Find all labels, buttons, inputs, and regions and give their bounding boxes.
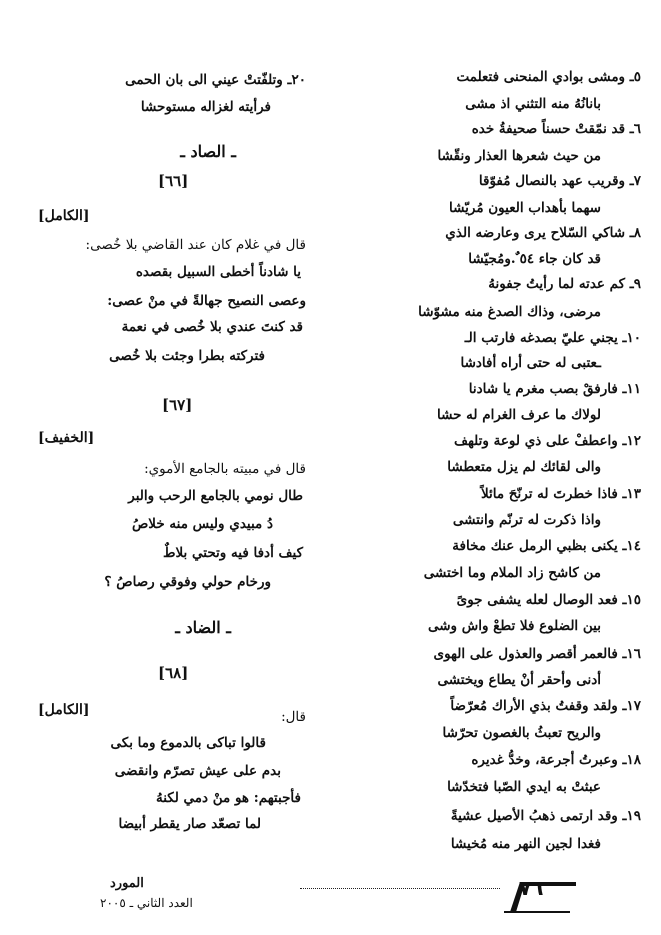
poem-meter: [الكامل]: [38, 702, 90, 718]
verse-line: والى لقائك لم يزل متعطشا: [447, 459, 601, 475]
verse-line: ـعتبى له حتى أراه أفادشا: [460, 355, 601, 371]
verse-line: فأجبتهم: هو منْ دمي لكنهُ: [155, 790, 301, 806]
poem-meter: [الكامل]: [38, 208, 90, 224]
verse-line: ١٢ـ واعطفْ على ذي لوعة وتلهف: [453, 433, 641, 449]
verse-line: فغدا لجين النهر منه مُخيشا: [450, 836, 601, 852]
verse-line: ٦ـ قد نمّقتْ حسناً صحيفةُ خده: [471, 121, 641, 137]
verse-line: ١٨ـ وعبرتُ أجرعة، وخدُّ غديره: [471, 752, 641, 768]
journal-title: المورد: [110, 876, 144, 891]
verse-line: ٩ـ كم عدته لما رأيتُ جفونهُ: [488, 276, 641, 292]
poem-intro: قال في غلام كان عند القاضي بلا خُصى:: [85, 237, 306, 253]
verse-line: ٥ـ ومشى بوادي المنحنى فتعلمت: [456, 69, 641, 85]
verse-line: عبثتْ به ايدي الصّبا فتخدّشا: [447, 779, 601, 795]
verse-line: ١٣ـ فاذا خطرتَ له ترنّحَ مائلاً: [480, 486, 641, 502]
page-number: ٧٦: [519, 876, 544, 900]
verse-line: ١٥ـ فعد الوصال لعله يشفى جوىً: [456, 592, 641, 608]
verse-line: قد كنتَ عندي بلا خُصى في نعمة: [121, 319, 303, 335]
poem-number: [٦٦]: [158, 172, 189, 190]
verse-line: ورخام حولي وفوقي رصاصُ ؟: [104, 574, 271, 590]
verse-line: ١٠ـ يجني عليّ بصدغه فارتب الـ: [464, 330, 641, 346]
verse-line: وعصى النصيح جهالةً في منْ عصى:: [107, 293, 306, 309]
poem-intro: قال في مبيته بالجامع الأموي:: [144, 461, 306, 477]
verse-line: ١١ـ فارفقْ بصب مغرم يا شادنا: [468, 381, 641, 397]
footer-divider: [300, 888, 500, 889]
section-heading-dad: ـ الضاد ـ: [175, 618, 231, 637]
verse-line: ٧ـ وقريب عهد بالنصال مُفوّقا: [478, 173, 641, 189]
section-heading-sad: ـ الصاد ـ: [180, 142, 236, 161]
verse-line: ٢٠ـ وتلفّتتْ عيني الى بان الحمى: [125, 72, 306, 88]
verse-line: فرأيته لغزاله مستوحشا: [140, 99, 271, 115]
verse-line: دُ مبيدي وليس منه خلاصُ: [131, 516, 273, 532]
verse-line: أدنى وأحقر أنْ يطاع ويختشى: [437, 672, 601, 688]
poem-meter: [الخفيف]: [38, 430, 95, 446]
verse-line: فتركته بطرا وجئت بلا خُصى: [109, 348, 265, 364]
verse-line: ١٩ـ وقد ارتمى ذهبُ الأصيل عشيةً: [450, 808, 641, 824]
verse-line: قالوا تباكى بالدموع وما بكى: [110, 735, 266, 751]
verse-line: بانانُهُ منه التثني اذ مشى: [465, 96, 601, 112]
poem-number: [٦٨]: [158, 664, 189, 682]
verse-line: لما تصعّد صار يقطر أبيضا: [118, 816, 261, 832]
journal-issue: العدد الثاني ـ ٢٠٠٥: [100, 896, 193, 910]
verse-line: طال نومي بالجامع الرحب والبر: [128, 488, 303, 504]
verse-line: مرضى، وذاك الصدغ منه مشوّشا: [418, 304, 601, 320]
verse-line: ١٤ـ يكنى بظبي الرمل عنك مخافة: [452, 538, 641, 554]
verse-line: والريح تعبثُ بالغصون تحرّشا: [442, 725, 601, 741]
verse-line: من حيث شعرها العذار ونقّشا: [437, 148, 601, 164]
verse-line: ١٧ـ ولقد وقفتُ بذي الأراك مُعرّضاً: [450, 698, 641, 714]
verse-line: قد كان جاء ٥٤ ٌ.ومُجيّشا: [468, 251, 601, 267]
verse-line: كيف أدفا فيه وتحتي بلاطٌ: [163, 545, 303, 561]
verse-line: ١٦ـ فالعمر أقصر والعذول على الهوى: [433, 646, 641, 662]
verse-line: من كاشح زاد الملام وما اختشى: [423, 565, 601, 581]
verse-line: ٨ـ شاكي السّلاح يرى وعارضه الذي: [445, 225, 641, 241]
poem-number: [٦٧]: [162, 396, 193, 414]
poem-intro: قال:: [281, 709, 306, 725]
verse-line: لولاك ما عرف الغرام له حشا: [436, 407, 601, 423]
verse-line: بين الضلوع فلا تطعْ واش وشى: [427, 618, 601, 634]
verse-line: بدم على عيش تصرّم وانقضى: [114, 763, 281, 779]
verse-line: يا شادناً أخطى السبيل بقصده: [135, 264, 301, 280]
verse-line: سهما بأهداب العيون مُريّشا: [448, 200, 601, 216]
verse-line: واذا ذكرت له ترنّم وانتشى: [452, 512, 601, 528]
